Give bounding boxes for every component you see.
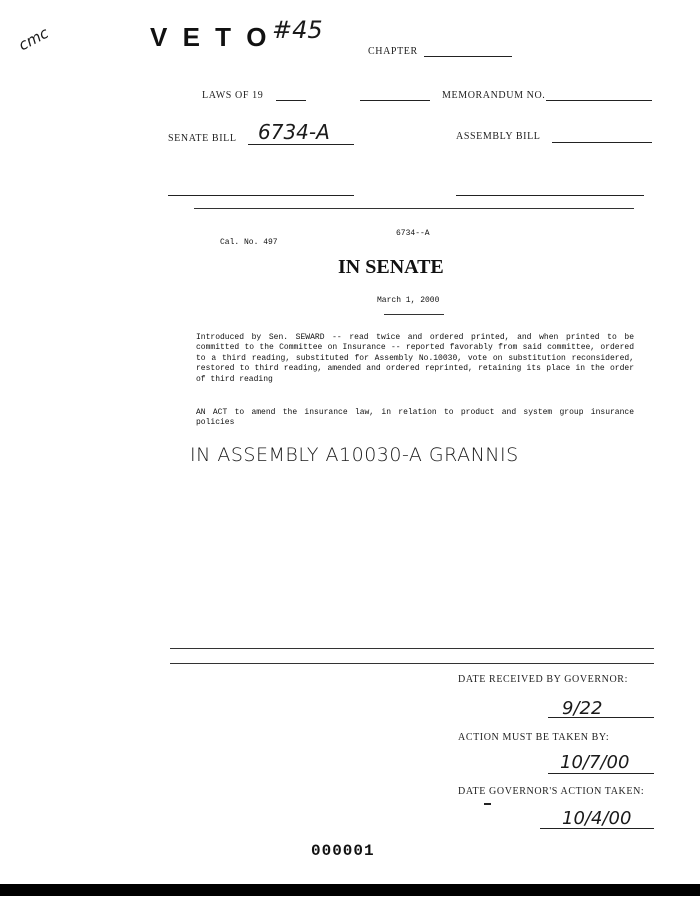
cal-no: Cal. No. 497 (220, 238, 278, 247)
action-by-label: ACTION MUST BE TAKEN BY: (458, 732, 610, 743)
blank-line-right (456, 195, 644, 196)
page-number: 000001 (311, 842, 375, 860)
assembly-bill-label: ASSEMBLY BILL (456, 131, 541, 142)
laws-year-blank (276, 100, 306, 101)
action-taken-label: DATE GOVERNOR'S ACTION TAKEN: (458, 786, 645, 797)
assembly-note: IN ASSEMBLY A10030-A GRANNIS (190, 444, 519, 466)
senate-bill-label: SENATE BILL (168, 133, 237, 144)
laws-blank (360, 100, 430, 101)
bill-number: 6734--A (396, 229, 430, 238)
action-by-blank (548, 773, 654, 774)
chamber-heading: IN SENATE (338, 256, 444, 278)
veto-label: V E T O (150, 22, 271, 52)
dash-mark (484, 803, 491, 805)
divider-lower-2 (170, 663, 654, 664)
corner-initials: cmc (15, 23, 52, 55)
received-value: 9/22 (562, 698, 603, 719)
bill-date: March 1, 2000 (377, 296, 440, 305)
divider-lower-1 (170, 648, 654, 649)
action-taken-blank (540, 828, 654, 829)
action-taken-value: 10/4/00 (562, 808, 632, 829)
senate-bill-blank (248, 144, 354, 145)
memo-label: MEMORANDUM NO. (442, 90, 546, 101)
chapter-blank (424, 56, 512, 57)
memo-blank (546, 100, 652, 101)
scan-edge-band (0, 884, 700, 896)
date-underline (384, 314, 444, 315)
blank-line-left (168, 195, 354, 196)
divider-top (194, 208, 634, 209)
act-title: AN ACT to amend the insurance law, in relation to product and system group insurance policies (196, 408, 634, 427)
chapter-label: CHAPTER (368, 46, 418, 57)
introduction-text: Introduced by Sen. SEWARD -- read twice and ordered printed, and when printed to be committed to the Committee on Insurance -- reported favorably from said committee, ordered to a third reading, substituted for Assembly No.10030, vote on substitution reconsidered, restored to third reading, amended and ordered reprinted, retaining its place in the order of third reading (196, 333, 634, 384)
received-blank (548, 717, 654, 718)
assembly-bill-blank (552, 142, 652, 143)
received-label: DATE RECEIVED BY GOVERNOR: (458, 674, 628, 685)
veto-number: #45 (272, 16, 323, 44)
senate-bill-value: 6734-A (258, 120, 330, 144)
laws-label: LAWS OF 19 (202, 90, 264, 101)
action-by-value: 10/7/00 (560, 752, 630, 773)
